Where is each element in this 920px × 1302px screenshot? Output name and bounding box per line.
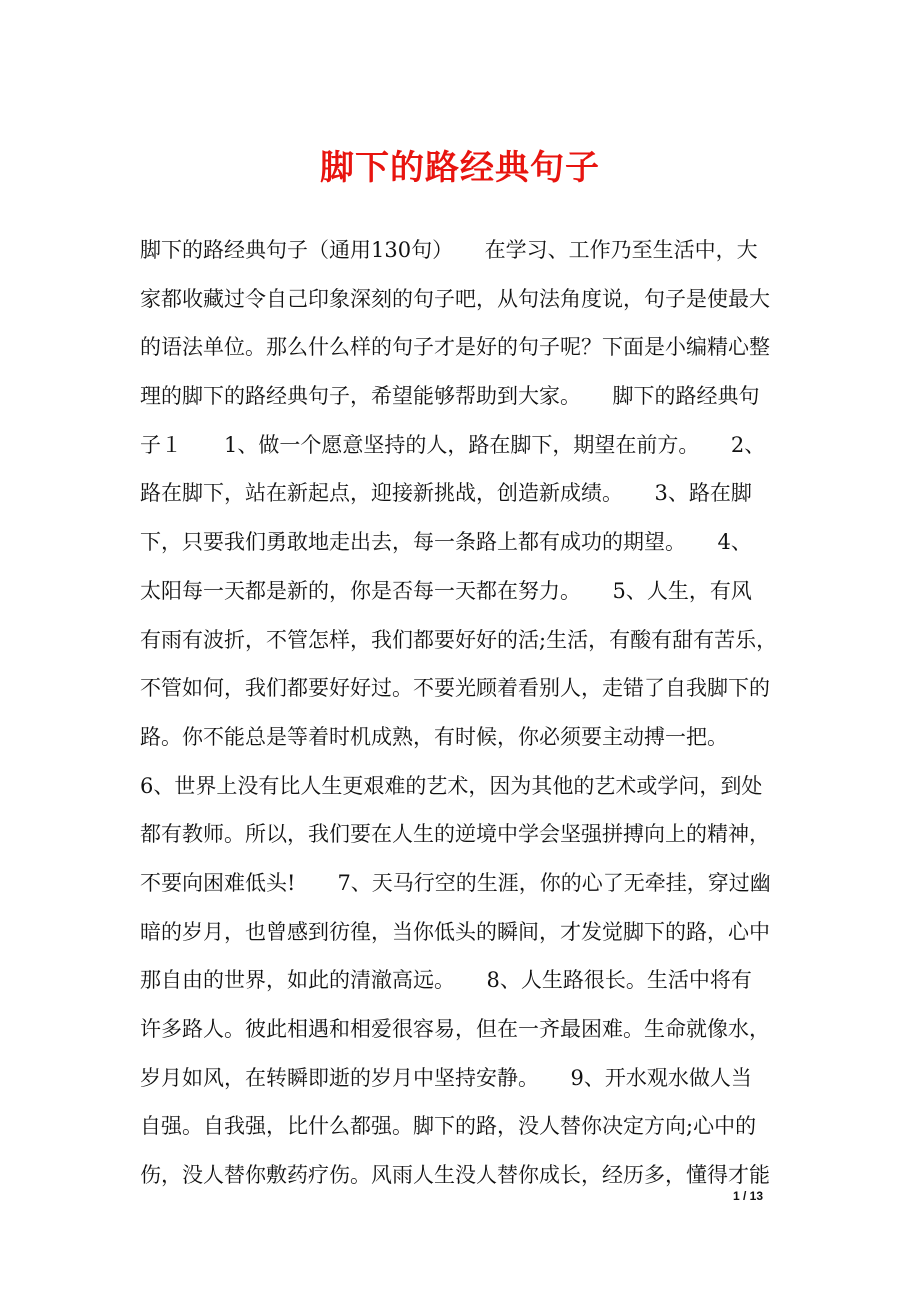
body-line: 暗的岁月，也曾感到彷徨，当你低头的瞬间，才发觉脚下的路，心中 [140,919,770,944]
body-line: 自强。自我强，比什么都强。脚下的路，没人替你决定方向;心中的 [140,1114,757,1139]
body-line: 有雨有波折，不管怎样，我们都要好好的活;生活，有酸有甜有苦乐， [140,627,778,652]
body-line: 下，只要我们勇敢地走出去，每一条路上都有成功的期望。 4、 [140,530,752,555]
body-line: 太阳每一天都是新的，你是否每一天都在努力。 5、人生，有风 [140,578,752,603]
body-line: 理的脚下的路经典句子，希望能够帮助到大家。 脚下的路经典句 [140,384,760,409]
body-line: 都有教师。所以，我们要在人生的逆境中学会坚强拼搏向上的精神， [140,822,770,847]
page-indicator: 1 / 13 [733,1189,764,1203]
body-line: 许多路人。彼此相遇和相爱很容易，但在一齐最困难。生命就像水， [140,1017,770,1041]
body-line: 家都收藏过令自己印象深刻的句子吧，从句法角度说，句子是使最大 [140,286,770,311]
body-line: 那自由的世界，如此的清澈高远。 8、人生路很长。生活中将有 [140,968,752,993]
body-line: 伤，没人替你敷药疗伤。风雨人生没人替你成长，经历多，懂得才能 [140,1163,770,1188]
body-line: 脚下的路经典句子（通用130句） 在学习、工作乃至生活中，大 [140,238,758,262]
document-title: 脚下的路经典句子 [320,148,600,188]
document-body [140,226,800,1200]
body-line: 6、世界上没有比人生更艰难的艺术，因为其他的艺术或学问，到处 [140,773,763,798]
body-line: 子１ 1、做一个愿意坚持的人，路在脚下，期望在前方。 2、 [140,432,766,457]
body-line: 不管如何，我们都要好好过。不要光顾着看别人，走错了自我脚下的 [140,676,770,701]
body-line: 路。你不能总是等着时机成熟，有时候，你必须要主动搏一把。 [140,724,728,749]
body-line: 不要向困难低头! 7、天马行空的生涯，你的心了无牵挂，穿过幽 [140,870,771,895]
body-line: 岁月如风，在转瞬即逝的岁月中坚持安静。 9、开水观水做人当 [140,1065,752,1090]
body-line: 的语法单位。那么什么样的句子才是好的句子呢？下面是小编精心整 [140,335,770,360]
body-line: 路在脚下，站在新起点，迎接新挑战，创造新成绩。 3、路在脚 [140,481,752,506]
